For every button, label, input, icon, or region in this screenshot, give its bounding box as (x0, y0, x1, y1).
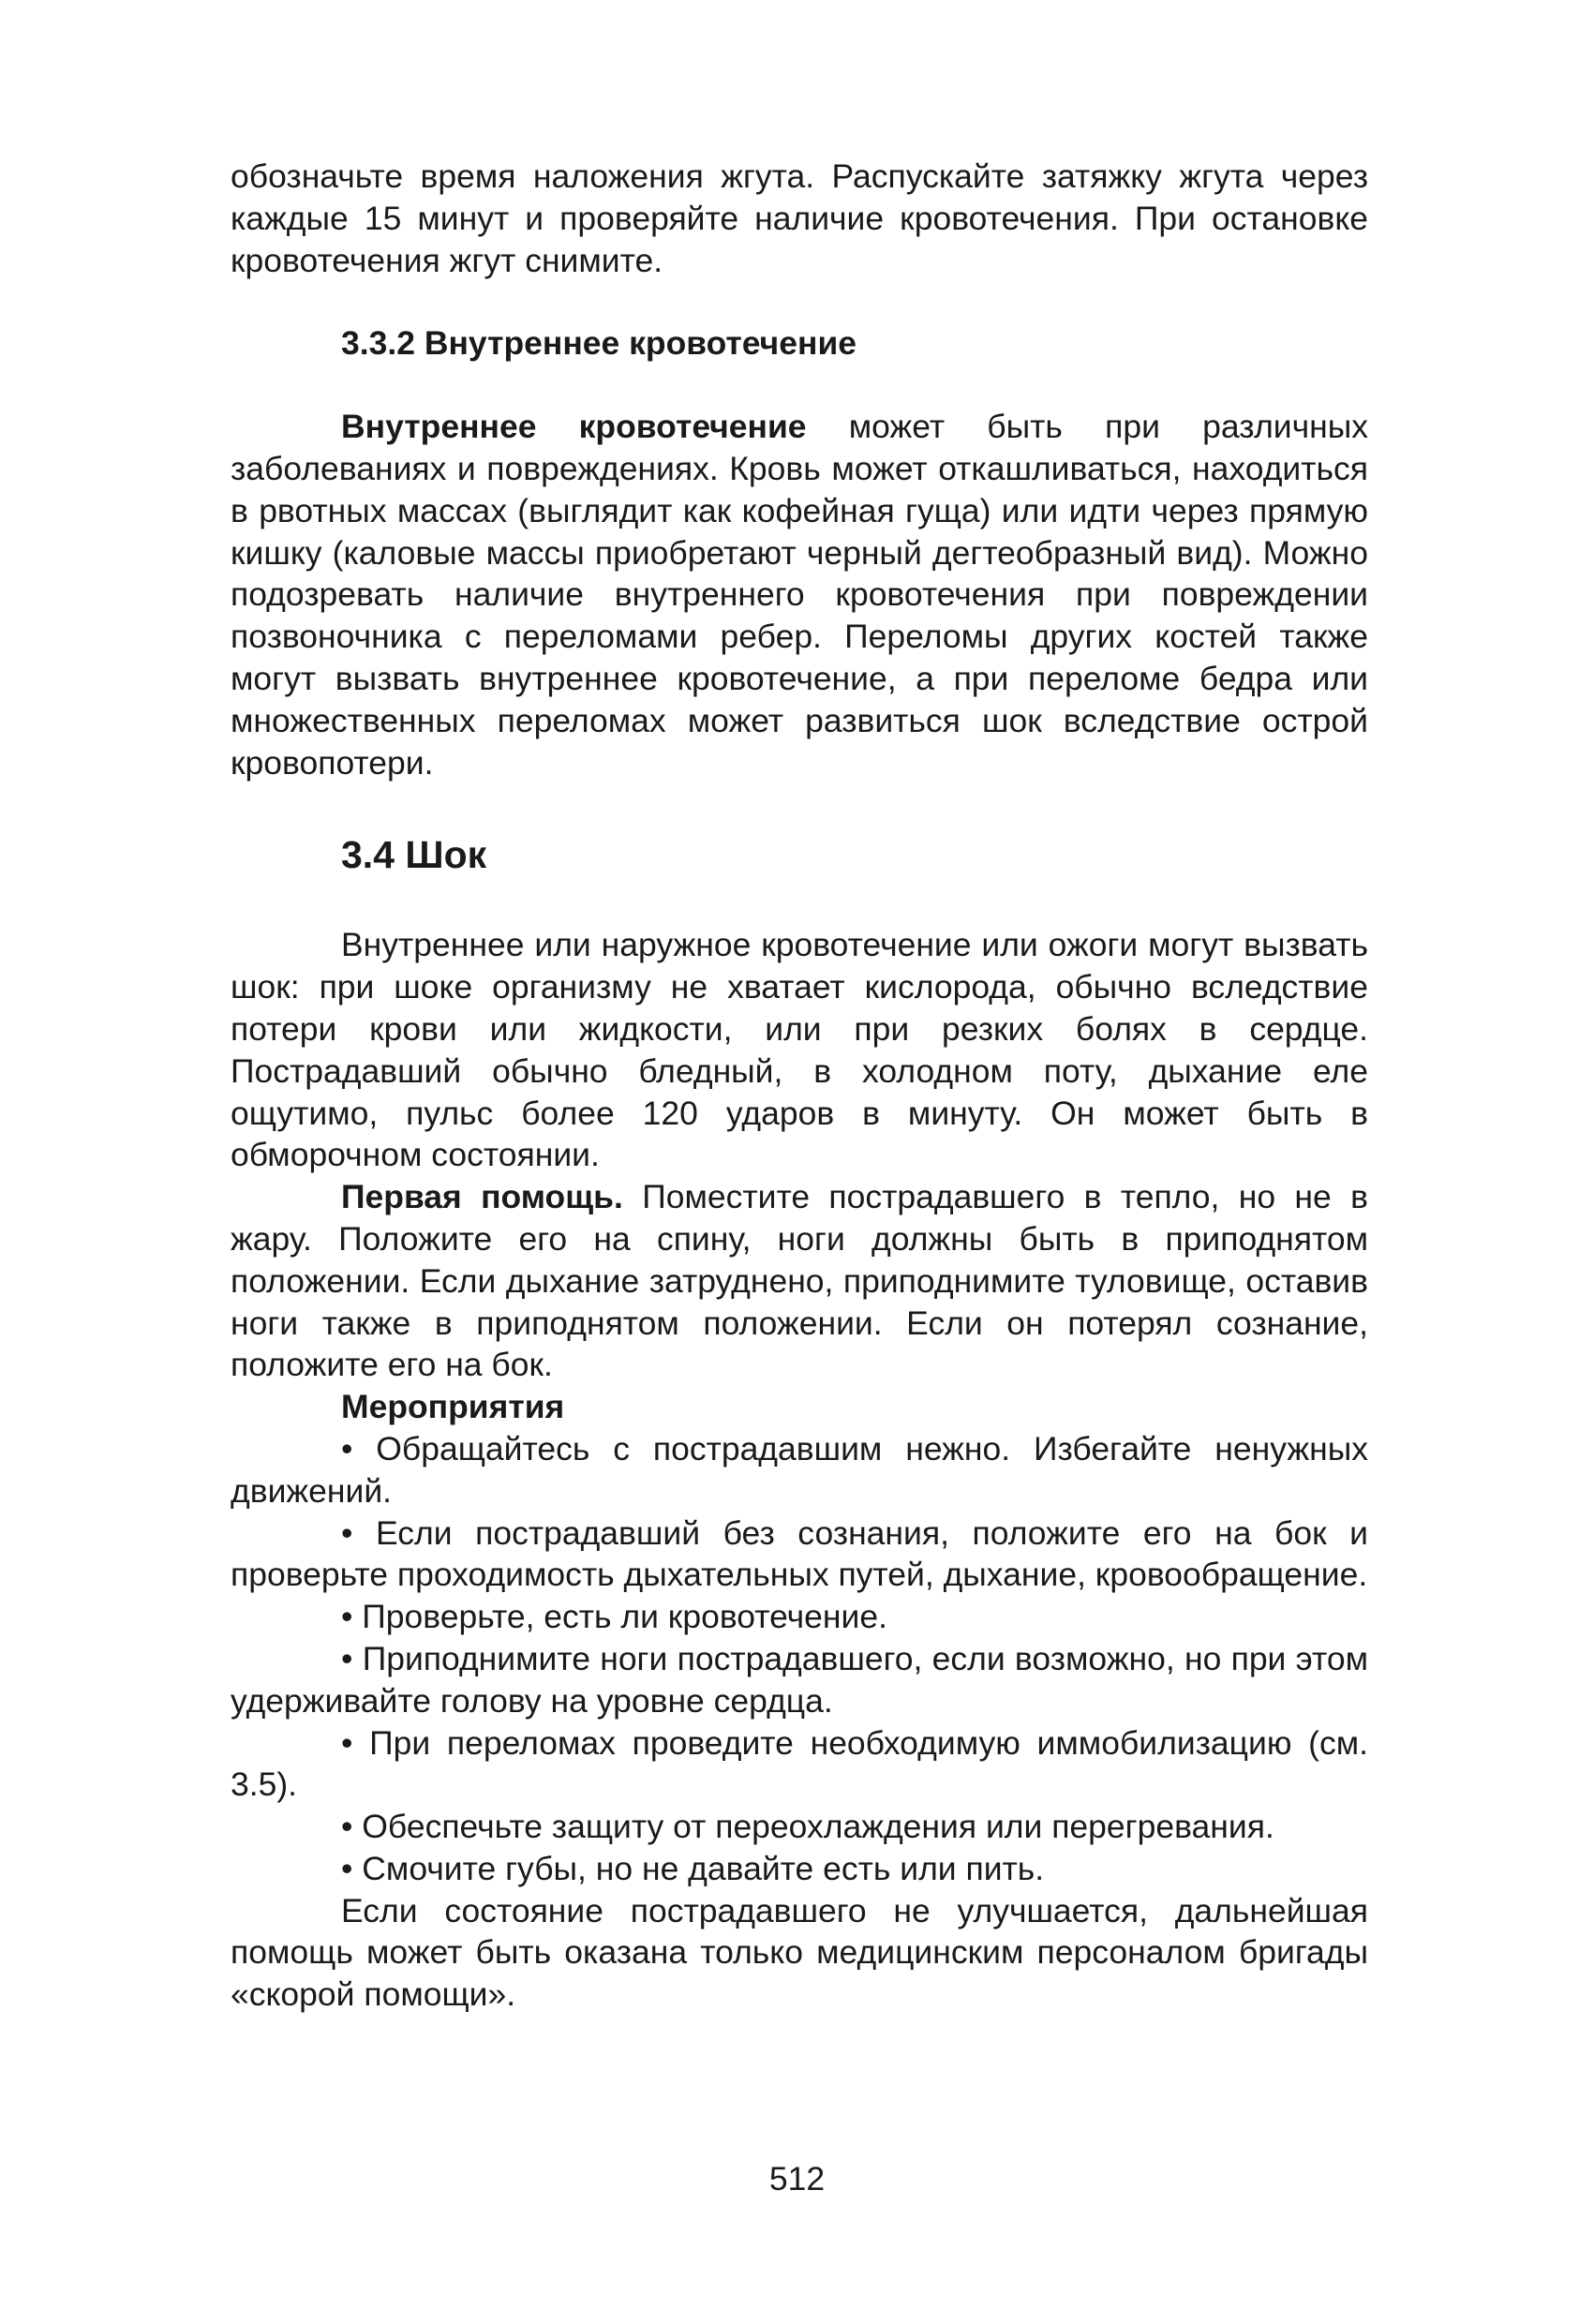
subsection-heading-internal-bleeding: 3.3.2 Внутреннее кровотечение (341, 324, 857, 363)
section-heading-shock: 3.4 Шок (341, 833, 487, 877)
page-body (231, 156, 1368, 2016)
measure-item: • Смочите губы, но не давайте есть или пить. (341, 1849, 1045, 1887)
measure-item: • Проверьте, есть ли кровотечение. (341, 1598, 887, 1636)
intro-paragraph: обозначьте время наложения жгута. Распускайте затяжку жгута через каждые 15 минут и проверяйте наличие кровотечения. При остановке кровотечения жгут снимите. (231, 157, 1368, 279)
measure-item: • При переломах проведите необходимую иммобилизацию (см. 3.5). (231, 1723, 1368, 1804)
measures-label: Мероприятия (341, 1388, 565, 1426)
measure-item: • Обращайтесь с пострадавшим нежно. Избегайте ненужных движений. (231, 1429, 1368, 1510)
measure-item: • Если пострадавший без сознания, положите его на бок и проверьте проходимость дыхательных путей, дыхание, кровообращение. (231, 1513, 1368, 1594)
page-number: 512 (768, 2160, 826, 2197)
internal-bleeding-text: может быть при различных заболеваниях и повреждениях. Кровь может откашливаться, находиться в рвотных массах (выглядит как кофейная гуща) или идти через прямую кишку (каловые массы приобретают черный дегтеобразный вид). Можно подозревать наличие внутреннего кровотечения при повреждении позвоночника с переломами ребер. Переломы других костей также могут вызвать внутреннее кровотечение, а при переломе бедра или множественных переломах может развиться шок вследствие острой кровопотери. (231, 408, 1368, 782)
shock-paragraph: Внутреннее или наружное кровотечение или ожоги могут вызвать шок: при шоке организму не хватает кислорода, обычно вследствие потери крови или жидкости, или при резких болях в сердце. Пострадавший обычно бледный, в холодном поту, дыхание еле ощутимо, пульс более 120 ударов в минуту. Он может быть в обморочном состоянии. (231, 926, 1368, 1174)
first-aid-text: Поместите пострадавшего в тепло, но не в жару. Положите его на спину, ноги должны быть в приподнятом положении. Если дыхание затруднено, приподнимите туловище, оставив ноги также в приподнятом положении. Если он потерял сознание, положите его на бок. (231, 1178, 1368, 1384)
first-aid-paragraph (231, 1176, 1368, 1386)
measure-item: • Обеспечьте защиту от переохлаждения или перегревания. (341, 1808, 1274, 1846)
measure-item: • Приподнимите ноги пострадавшего, если возможно, но при этом удерживайте голову на уровне сердца. (231, 1639, 1368, 1720)
internal-bleeding-term: Внутреннее кровотечение (341, 408, 807, 446)
internal-bleeding-paragraph (231, 406, 1368, 783)
first-aid-term: Первая помощь. (341, 1178, 623, 1216)
closing-paragraph: Если состояние пострадавшего не улучшается, дальнейшая помощь может быть оказана только медицинским персоналом бригады «скорой помощи». (231, 1891, 1368, 2014)
